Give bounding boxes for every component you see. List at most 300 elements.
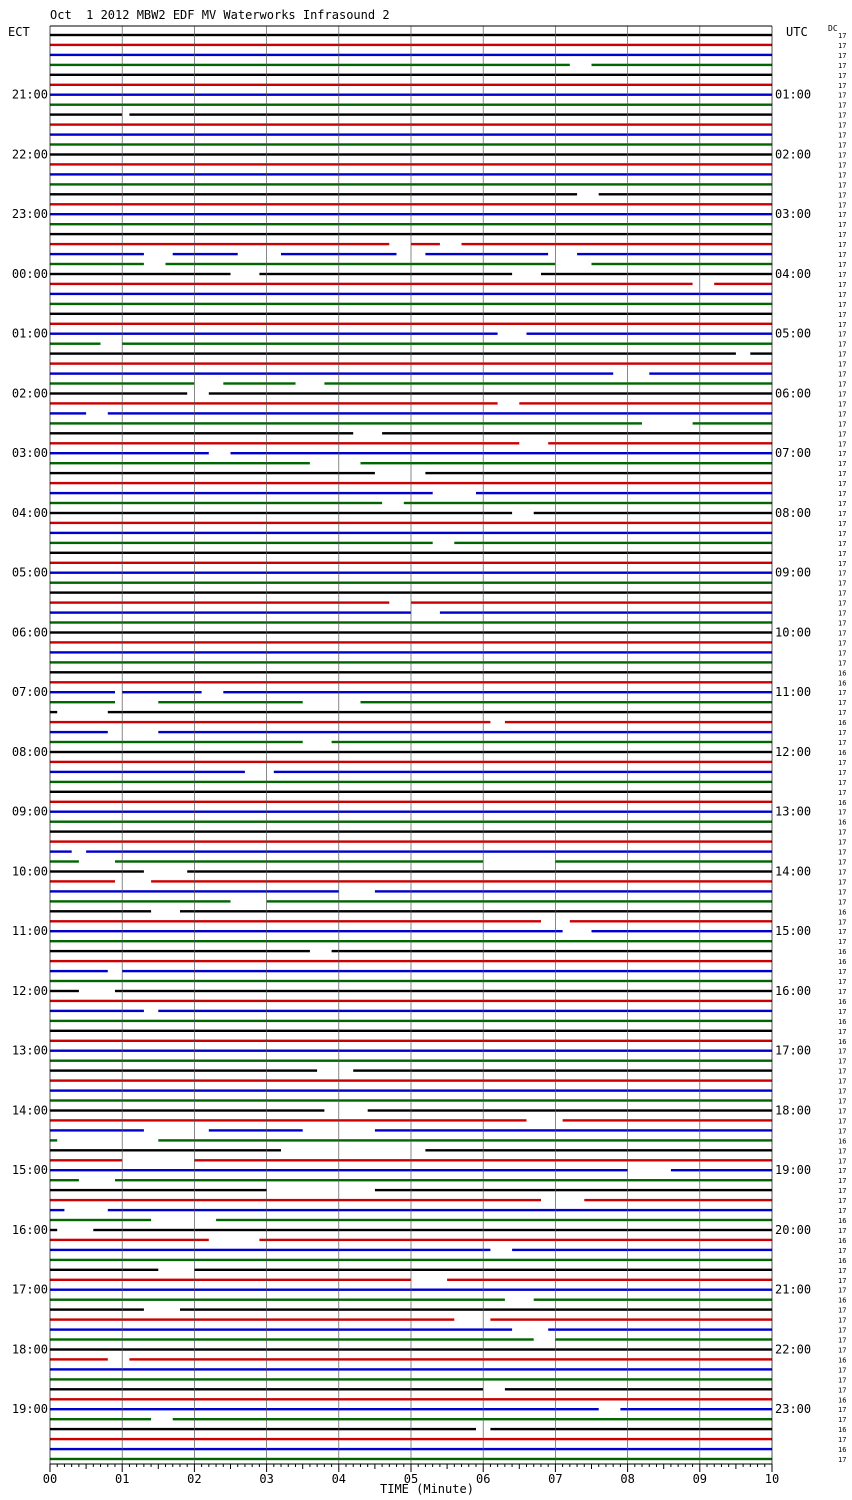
dc-value: 17 (838, 141, 847, 150)
dc-value: 17 (838, 191, 847, 200)
dc-value: 16 (838, 818, 847, 827)
dc-value: 17 (838, 131, 847, 140)
trace-segment (267, 900, 772, 902)
utc-hour-label: 16:00 (775, 983, 812, 998)
trace-segment (512, 1249, 772, 1251)
ect-hour-label: 16:00 (11, 1222, 48, 1237)
trace-segment (50, 263, 144, 265)
trace-segment (50, 1010, 144, 1012)
dc-value: 17 (838, 599, 847, 608)
trace-segment (209, 1129, 303, 1131)
utc-hour-label: 23:00 (775, 1402, 812, 1417)
trace-segment (404, 502, 772, 504)
trace-segment (50, 253, 144, 255)
utc-hour-label: 05:00 (775, 326, 812, 341)
dc-value: 17 (838, 270, 847, 279)
ect-hour-label: 05:00 (11, 565, 48, 580)
trace-segment (541, 273, 772, 275)
dc-value: 17 (838, 928, 847, 937)
dc-value: 17 (838, 71, 847, 80)
dc-value: 17 (838, 400, 847, 409)
dc-value: 16 (838, 948, 847, 957)
dc-value: 16 (838, 997, 847, 1006)
utc-hour-label: 03:00 (775, 207, 812, 222)
dc-value: 17 (838, 569, 847, 578)
dc-value: 16 (838, 1356, 847, 1365)
utc-hour-label: 10:00 (775, 625, 812, 640)
trace-segment (50, 1149, 281, 1151)
trace-segment (425, 253, 548, 255)
trace-segment (50, 930, 563, 932)
trace-segment (693, 422, 772, 424)
ect-hour-label: 06:00 (11, 625, 48, 640)
dc-value: 17 (838, 290, 847, 299)
utc-hour-label: 07:00 (775, 446, 812, 461)
ect-label: ECT (8, 25, 30, 39)
dc-value: 17 (838, 858, 847, 867)
trace-segment (577, 253, 772, 255)
dc-value: 17 (838, 490, 847, 499)
dc-value: 17 (838, 987, 847, 996)
dc-value: 17 (838, 968, 847, 977)
trace-segment (50, 1129, 144, 1131)
trace-segment (50, 950, 310, 952)
dc-value: 17 (838, 539, 847, 548)
trace-segment (108, 711, 772, 713)
x-tick-label: 08 (620, 1472, 635, 1486)
dc-value: 17 (838, 31, 847, 40)
dc-value: 17 (838, 1007, 847, 1016)
dc-value: 17 (838, 1117, 847, 1126)
dc-value: 17 (838, 1027, 847, 1036)
dc-value: 16 (838, 748, 847, 757)
ect-hour-label: 02:00 (11, 386, 48, 401)
trace-segment (158, 1139, 772, 1141)
dc-value: 17 (838, 211, 847, 220)
dc-value: 17 (838, 918, 847, 927)
trace-segment (93, 1229, 772, 1231)
dc-value: 16 (838, 908, 847, 917)
dc-value: 17 (838, 241, 847, 250)
dc-value: 17 (838, 430, 847, 439)
trace-segment (274, 771, 772, 773)
dc-value: 17 (838, 420, 847, 429)
dc-value: 17 (838, 898, 847, 907)
trace-segment (50, 1328, 512, 1330)
dc-value: 17 (838, 699, 847, 708)
dc-value: 17 (838, 1167, 847, 1176)
ect-hour-label: 07:00 (11, 685, 48, 700)
dc-value: 17 (838, 51, 847, 60)
dc-value: 16 (838, 669, 847, 678)
dc-value: 17 (838, 589, 847, 598)
dc-value: 17 (838, 609, 847, 618)
utc-hour-label: 22:00 (775, 1342, 812, 1357)
trace-segment (324, 382, 772, 384)
trace-segment (122, 343, 772, 345)
trace-segment (50, 880, 115, 882)
dc-value: 17 (838, 231, 847, 240)
dc-value: 16 (838, 798, 847, 807)
dc-value: 17 (838, 978, 847, 987)
trace-segment (187, 870, 772, 872)
trace-segment (50, 1318, 454, 1320)
trace-segment (180, 1308, 772, 1310)
trace-segment (50, 1119, 527, 1121)
trace-segment (50, 64, 570, 66)
dc-value: 17 (838, 1456, 847, 1465)
trace-segment (158, 731, 772, 733)
dc-value: 16 (838, 1217, 847, 1226)
dc-value: 17 (838, 788, 847, 797)
dc-value: 17 (838, 659, 847, 668)
dc-value: 16 (838, 1446, 847, 1455)
dc-value: 17 (838, 201, 847, 210)
ect-hour-label: 21:00 (11, 87, 48, 102)
dc-value: 17 (838, 619, 847, 628)
trace-segment (534, 1299, 772, 1301)
trace-segment (50, 472, 375, 474)
ect-hour-label: 10:00 (11, 864, 48, 879)
x-tick-label: 02 (187, 1472, 202, 1486)
trace-segment (158, 701, 302, 703)
trace-segment (50, 412, 86, 414)
dc-value: 17 (838, 549, 847, 558)
trace-segment (180, 910, 772, 912)
trace-segment (86, 850, 772, 852)
trace-segment (50, 1249, 490, 1251)
dc-value: 16 (838, 1426, 847, 1435)
trace-segment (476, 492, 772, 494)
trace-segment (462, 243, 773, 245)
trace-segment (50, 731, 108, 733)
trace-segment (50, 1308, 144, 1310)
dc-value: 17 (838, 639, 847, 648)
dc-value: 17 (838, 161, 847, 170)
dc-value: 17 (838, 778, 847, 787)
trace-segment (505, 721, 772, 723)
dc-value: 17 (838, 1376, 847, 1385)
x-tick-label: 00 (42, 1472, 58, 1486)
trace-segment (50, 691, 115, 693)
dc-value: 17 (838, 340, 847, 349)
trace-segment (50, 372, 613, 374)
ect-hour-label: 04:00 (11, 505, 48, 520)
ect-hour-label: 17:00 (11, 1282, 48, 1297)
dc-value: 17 (838, 1306, 847, 1315)
trace-segment (50, 1179, 79, 1181)
dc-value: 17 (838, 559, 847, 568)
dc-value: 17 (838, 848, 847, 857)
trace-segment (50, 1279, 411, 1281)
utc-hour-label: 17:00 (775, 1043, 812, 1058)
trace-segment (50, 601, 389, 603)
trace-segment (50, 422, 642, 424)
dc-value: 17 (838, 629, 847, 638)
dc-value: 17 (838, 888, 847, 897)
trace-segment (50, 283, 693, 285)
trace-segment (50, 462, 310, 464)
trace-segment (115, 860, 483, 862)
dc-value: 17 (838, 1366, 847, 1375)
dc-value: 17 (838, 410, 847, 419)
trace-segment (50, 1299, 505, 1301)
trace-segment (50, 502, 382, 504)
trace-segment (490, 1428, 772, 1430)
dc-value: 17 (838, 878, 847, 887)
trace-segment (173, 253, 238, 255)
trace-segment (50, 920, 541, 922)
trace-segment (534, 512, 772, 514)
trace-segment (620, 1408, 772, 1410)
dc-value: 17 (838, 171, 847, 180)
trace-segment (50, 1358, 108, 1360)
trace-segment (50, 1159, 122, 1161)
dc-value: 17 (838, 1316, 847, 1325)
x-tick-label: 03 (259, 1472, 274, 1486)
trace-segment (209, 392, 772, 394)
dc-value: 17 (838, 1047, 847, 1056)
trace-segment (505, 1388, 772, 1390)
dc-value: 17 (838, 1336, 847, 1345)
dc-value: 16 (838, 679, 847, 688)
dc-value: 17 (838, 221, 847, 230)
trace-segment (108, 412, 772, 414)
utc-hour-label: 20:00 (775, 1222, 812, 1237)
x-tick-label: 07 (548, 1472, 563, 1486)
dc-value: 17 (838, 709, 847, 718)
trace-segment (223, 382, 295, 384)
trace-segment (375, 1189, 772, 1191)
dc-value: 17 (838, 689, 847, 698)
utc-hour-label: 11:00 (775, 685, 812, 700)
trace-segment (50, 333, 498, 335)
trace-segment (649, 372, 772, 374)
trace-segment (50, 1269, 158, 1271)
dc-value: 17 (838, 1197, 847, 1206)
dc-labels (838, 32, 846, 1464)
dc-value: 17 (838, 380, 847, 389)
x-tick-label: 10 (764, 1472, 780, 1486)
ect-hour-label: 13:00 (11, 1043, 48, 1058)
dc-value: 17 (838, 251, 847, 260)
trace-segment (440, 611, 772, 613)
dc-value: 16 (838, 1296, 847, 1305)
trace-segment (555, 1338, 772, 1340)
dc-value: 17 (838, 509, 847, 518)
dc-value: 17 (838, 729, 847, 738)
dc-value: 17 (838, 1177, 847, 1186)
dc-value: 17 (838, 440, 847, 449)
trace-segment (50, 970, 108, 972)
trace-segment (50, 113, 122, 115)
trace-segment (50, 1209, 64, 1211)
utc-hour-label: 04:00 (775, 266, 812, 281)
trace-segment (50, 1229, 57, 1231)
dc-value: 17 (838, 460, 847, 469)
trace-segment (50, 611, 411, 613)
dc-value: 17 (838, 450, 847, 459)
trace-segment (50, 701, 115, 703)
dc-value: 17 (838, 1067, 847, 1076)
trace-segment (50, 721, 490, 723)
dc-value: 16 (838, 1137, 847, 1146)
dc-value: 17 (838, 181, 847, 190)
trace-segment (129, 1358, 772, 1360)
dc-value: 17 (838, 1406, 847, 1415)
ect-hour-label: 22:00 (11, 147, 48, 162)
trace-segment (555, 860, 772, 862)
dc-value: 17 (838, 310, 847, 319)
trace-segment (50, 1239, 209, 1241)
trace-segment (50, 860, 79, 862)
dc-value: 17 (838, 1246, 847, 1255)
dc-value: 17 (838, 1147, 847, 1156)
utc-hour-label: 12:00 (775, 744, 812, 759)
trace-segment (548, 442, 772, 444)
dc-value: 17 (838, 370, 847, 379)
ect-hour-label: 03:00 (11, 446, 48, 461)
trace-segment (714, 283, 772, 285)
trace-segment (50, 1069, 317, 1071)
utc-hour-label: 15:00 (775, 924, 812, 939)
trace-segment (50, 243, 389, 245)
dc-value: 16 (838, 1236, 847, 1245)
dc-value: 17 (838, 828, 847, 837)
dc-value: 17 (838, 768, 847, 777)
utc-hour-label: 06:00 (775, 386, 812, 401)
trace-segment (50, 1189, 267, 1191)
trace-segment (50, 392, 187, 394)
dc-value: 17 (838, 519, 847, 528)
trace-segment (115, 990, 772, 992)
x-tick-label: 04 (331, 1472, 347, 1486)
utc-hour-label: 13:00 (775, 804, 812, 819)
trace-segment (108, 1209, 772, 1211)
trace-segment (173, 1418, 772, 1420)
trace-segment (231, 452, 773, 454)
trace-segment (50, 1199, 541, 1201)
ect-hour-label: 09:00 (11, 804, 48, 819)
dc-value: 17 (838, 480, 847, 489)
trace-segment (592, 263, 773, 265)
trace-segment (50, 1408, 599, 1410)
trace-segment (519, 402, 772, 404)
utc-hour-label: 02:00 (775, 147, 812, 162)
trace-segment (50, 273, 231, 275)
dc-value: 17 (838, 41, 847, 50)
dc-value: 17 (838, 390, 847, 399)
trace-segment (50, 343, 101, 345)
x-tick-label: 06 (475, 1472, 491, 1486)
dc-value: 17 (838, 1326, 847, 1335)
dc-header: DC (828, 24, 838, 33)
minute-gridlines (50, 26, 772, 1464)
trace-segment (584, 1199, 772, 1201)
trace-segment (447, 1279, 772, 1281)
ect-hour-label: 00:00 (11, 266, 48, 281)
dc-value: 16 (838, 1017, 847, 1026)
trace-segment (50, 711, 57, 713)
ect-hour-label: 18:00 (11, 1342, 48, 1357)
trace-segment (50, 512, 512, 514)
trace-segment (50, 741, 303, 743)
dc-value: 17 (838, 360, 847, 369)
dc-value: 17 (838, 579, 847, 588)
trace-segment (353, 1069, 772, 1071)
dc-value: 16 (838, 1396, 847, 1405)
dc-value: 17 (838, 91, 847, 100)
dc-value: 17 (838, 529, 847, 538)
dc-value: 17 (838, 1107, 847, 1116)
trace-segment (50, 542, 433, 544)
trace-segment (490, 1318, 772, 1320)
dc-value: 17 (838, 320, 847, 329)
dc-value: 17 (838, 101, 847, 110)
dc-value: 17 (838, 1207, 847, 1216)
trace-segment (454, 542, 772, 544)
dc-value: 17 (838, 1226, 847, 1235)
trace-segment (570, 920, 772, 922)
dc-value: 16 (838, 719, 847, 728)
trace-segment (425, 1149, 772, 1151)
trace-segment (223, 691, 772, 693)
trace-segment (411, 243, 440, 245)
trace-segment (50, 352, 736, 354)
ect-hour-label: 12:00 (11, 983, 48, 998)
ect-hour-label: 08:00 (11, 744, 48, 759)
dc-value: 17 (838, 261, 847, 270)
dc-value: 17 (838, 1077, 847, 1086)
trace-segment (671, 1169, 772, 1171)
trace-segment (375, 890, 772, 892)
x-axis-label: TIME (Minute) (380, 1482, 474, 1496)
utc-hour-label: 19:00 (775, 1163, 812, 1178)
utc-hour-label: 18:00 (775, 1103, 812, 1118)
dc-value: 17 (838, 280, 847, 289)
trace-segment (50, 1428, 476, 1430)
dc-value: 17 (838, 1087, 847, 1096)
dc-value: 17 (838, 61, 847, 70)
trace-segment (750, 352, 772, 354)
dc-value: 17 (838, 121, 847, 130)
trace-segment (122, 970, 772, 972)
trace-segment (592, 64, 773, 66)
dc-value: 16 (838, 1256, 847, 1265)
trace-segment (50, 432, 353, 434)
trace-segment (259, 1239, 772, 1241)
trace-segment (50, 1219, 151, 1221)
trace-segment (216, 1219, 772, 1221)
utc-hour-label: 14:00 (775, 864, 812, 879)
dc-value: 17 (838, 1346, 847, 1355)
trace-segment (50, 193, 577, 195)
trace-segment (50, 492, 433, 494)
trace-segment (158, 1010, 772, 1012)
trace-segment (332, 741, 772, 743)
dc-value: 17 (838, 1276, 847, 1285)
trace-segment (50, 910, 151, 912)
trace-segment (122, 691, 201, 693)
trace-segment (548, 1328, 772, 1330)
trace-segment (50, 452, 209, 454)
trace-segment (375, 1129, 772, 1131)
dc-value: 17 (838, 330, 847, 339)
chart-title: Oct 1 2012 MBW2 EDF MV Waterworks Infrasound 2 (50, 8, 390, 22)
dc-value: 17 (838, 938, 847, 947)
trace-segment (361, 701, 773, 703)
trace-segment (50, 870, 144, 872)
